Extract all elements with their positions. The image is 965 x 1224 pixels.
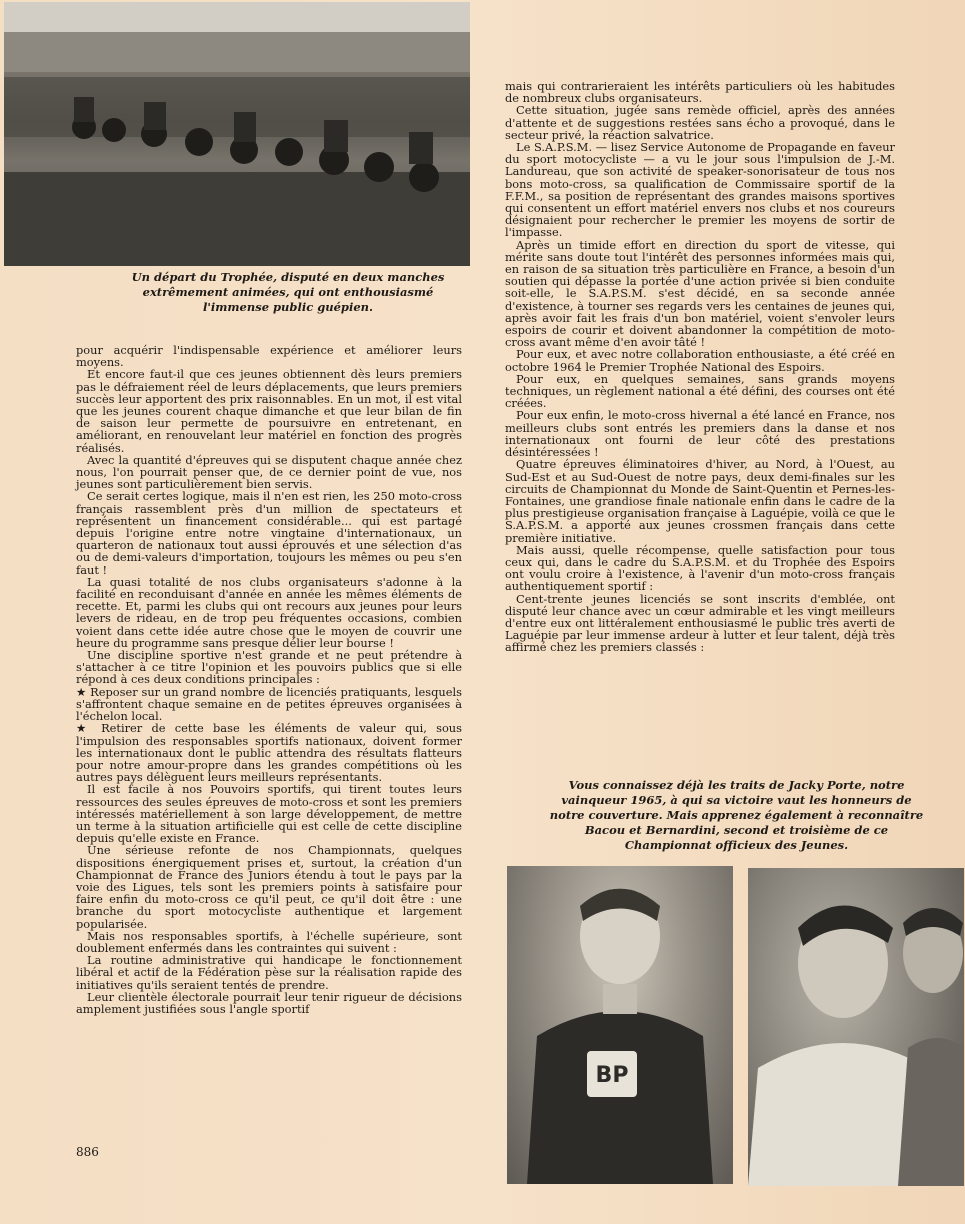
paragraph: Quatre épreuves éliminatoires d'hiver, au Nord, à l'Ouest, au Sud-Est et au Sud-Ouest de notre pays, deux demi-finales sur les circuits de Championnat du Monde de Saint-Quentin et Pernes-les-Fontaines, une grandiose finale nationale enfin dans le cadre de la plus prestigieuse organisation française à Laguépie, voilà ce que le S.A.P.S.M. a apporté aux jeunes crossmen français dans cette première initiative.	[505, 457, 895, 545]
paragraph: Avec la quantité d'épreuves qui se disputent chaque année chez nous, l'on pourrait penser que, de ce dernier point de vue, nos jeunes sont particulièrement bien servis.	[76, 452, 462, 492]
paragraph: Ce serait certes logique, mais il n'en est rien, les 250 moto-cross français rassemblent près d'un million de spectateurs et représentent un financement considérable... qui est partagé depuis l'origine entre notre vingtaine d'internationaux, un quarteron de nationaux tout aussi éprouvés et une sélection d'as ou de demi-valeurs d'importation, toujours les mêmes ou peu s'en faut !	[76, 489, 462, 577]
winners-photo-caption: Vous connaissez déjà les traits de Jacky Porte, notre vainqueur 1965, à qui sa victoire vaut les honneurs de notre couverture. Mais apprenez également à reconnaître Bacou et Bernardini, second et troisième de ce Championnat officieux des Jeunes.	[549, 778, 924, 852]
paragraph: La quasi totalité de nos clubs organisateurs s'adonne à la facilité en reconduisant d'année en année les mêmes éléments de recette. Et, parmi les clubs qui ont recours aux jeunes pour leurs levers de rideau, en de trop peu fréquentes occasions, combien voient dans cette idée autre chose que le moyen de couvrir une heure du programme sans presque délier leur bourse !	[76, 574, 462, 650]
rider-portrait-illustration	[507, 866, 733, 1184]
paragraph: ★ Reposer sur un grand nombre de licenciés pratiquants, lesquels s'affrontent chaque semaine en de petites épreuves organisées à l'échelon local.	[76, 684, 462, 724]
left-article-column	[76, 344, 462, 1015]
bacou-bernardini-photo	[748, 868, 964, 1186]
jacky-porte-photo	[507, 866, 733, 1184]
page-number: 886	[76, 1145, 99, 1159]
paragraph: Une discipline sportive n'est grande et ne peut prétendre à s'attacher à ce titre l'opinion et les pouvoirs publics que si elle répond à ces deux conditions principales :	[76, 648, 462, 687]
paragraph: Mais aussi, quelle récompense, quelle satisfaction pour tous ceux qui, dans le cadre du S.A.P.S.M. et du Trophée des Espoirs ont voulu croire à l'existence, à l'avenir d'un moto-cross français authentiquement sportif :	[505, 542, 895, 594]
paragraph: Cent-trente jeunes licenciés se sont inscrits d'emblée, ont disputé leur chance avec un cœur admirable et les vingt meilleurs d'entre eux ont littéralement enthousiasmé le public très averti de Laguépie par leur immense ardeur à lutter et leur talent, déjà très affirmé chez les premiers classés :	[505, 591, 895, 655]
right-article-column	[505, 80, 895, 654]
riders-portrait-illustration	[748, 868, 964, 1186]
bp-logo-text: BP	[595, 1063, 629, 1088]
paragraph: Cette situation, jugée sans remède officiel, après des années d'attente et de suggestions restées sans écho a provoqué, dans le secteur privé, la réaction salvatrice.	[505, 103, 895, 142]
paragraph: pour acquérir l'indispensable expérience et améliorer leurs moyens.	[76, 343, 462, 370]
race-photo-caption: Un départ du Trophée, disputé en deux manches extrêmement animées, qui ont enthousiasmé l'immense public guépien.	[131, 270, 445, 314]
paragraph: ★ Retirer de cette base les éléments de valeur qui, sous l'impulsion des responsables sportifs nationaux, doivent former les internationaux dont le public attendra des résultats flatteurs pour notre amour-propre dans les grandes compétitions où les autres pays délèguent leurs meilleurs représentants.	[76, 721, 462, 785]
paragraph: Il est facile à nos Pouvoirs sportifs, qui tirent toutes leurs ressources des seules épreuves de moto-cross et sont les premiers intéressés matériellement à son large développement, de mettre un terme à la situation artificielle qui est celle de cette discipline depuis qu'elle existe en France.	[76, 782, 462, 846]
paragraph: La routine administrative qui handicape le fonctionnement libéral et actif de la Fédération pèse sur la réalisation rapide des initiatives qu'ils seraient tentés de prendre.	[76, 953, 462, 992]
paragraph: Leur clientèle électorale pourrait leur tenir rigueur de décisions amplement justifiées sous l'angle sportif	[76, 989, 462, 1016]
paragraph: Pour eux, en quelques semaines, sans grands moyens techniques, un règlement national a été défini, des courses ont été créées.	[505, 371, 895, 411]
paragraph: Après un timide effort en direction du sport de vitesse, qui mérite sans doute tout l'intérêt des personnes informées mais qui, en raison de sa situation très particulière en France, a besoin d'un soutien qui dépasse la portée d'une action privée si bien conduite soit-elle, le S.A.P.S.M. s'est décidé, en sa seconde année d'existence, à tourner ses regards vers les centaines de jeunes qui, après avoir fait les frais d'un bon matériel, voient s'envoler leurs espoirs de courir et doivent abandonner la compétition de moto-cross avant même d'en avoir tâté !	[505, 237, 895, 350]
paragraph: Une sérieuse refonte de nos Championnats, quelques dispositions énergiquement prises et, surtout, la création d'un Championnat de France des Juniors étendu à tout le pays par la voie des Ligues, tels sont les premiers points à satisfaire pour faire enfin du moto-cross ce qu'il peut, ce qu'il doit être : une branche du sport motocycliste authentique et largement popularisée.	[76, 843, 462, 931]
paragraph: Et encore faut-il que ces jeunes obtiennent dès leurs premiers pas le défraiement réel de leurs déplacements, que leurs premiers succès leur apportent des prix raisonnables. En un mot, il est vital que les jeunes courent chaque dimanche et que leur bilan de fin de saison leur permette de poursuivre en entretenant, en améliorant, en renouvelant leur matériel en fonction des progrès réalisés.	[76, 367, 462, 455]
paragraph: Le S.A.P.S.M. — lisez Service Autonome de Propagande en faveur du sport motocycliste — a vu le jour sous l'impulsion de J.-M. Landureau, que son activité de speaker-sonorisateur de tous nos bons moto-cross, sa qualification de Commissaire sportif de la F.F.M., sa position de représentant des grandes maisons sportives qui consentent un effort matériel envers nos clubs et nos coureurs désignaient pour rechercher le premier les moyens de sortir de l'impasse.	[505, 140, 895, 240]
race-start-illustration	[4, 2, 470, 266]
paragraph: Pour eux enfin, le moto-cross hivernal a été lancé en France, nos meilleurs clubs sont entrés les premiers dans la danse et nos internationaux ont fourni de leur côté des prestations désintéressées !	[505, 408, 895, 460]
paragraph: Pour eux, et avec notre collaboration enthousiaste, a été créé en octobre 1964 le Premier Trophée National des Espoirs.	[505, 347, 895, 374]
race-start-photo	[4, 2, 470, 266]
paragraph: mais qui contrarieraient les intérêts particuliers où les habitudes de nombreux clubs organisateurs.	[505, 79, 895, 106]
paragraph: Mais nos responsables sportifs, à l'échelle supérieure, sont doublement enfermés dans les contraintes qui suivent :	[76, 928, 462, 955]
